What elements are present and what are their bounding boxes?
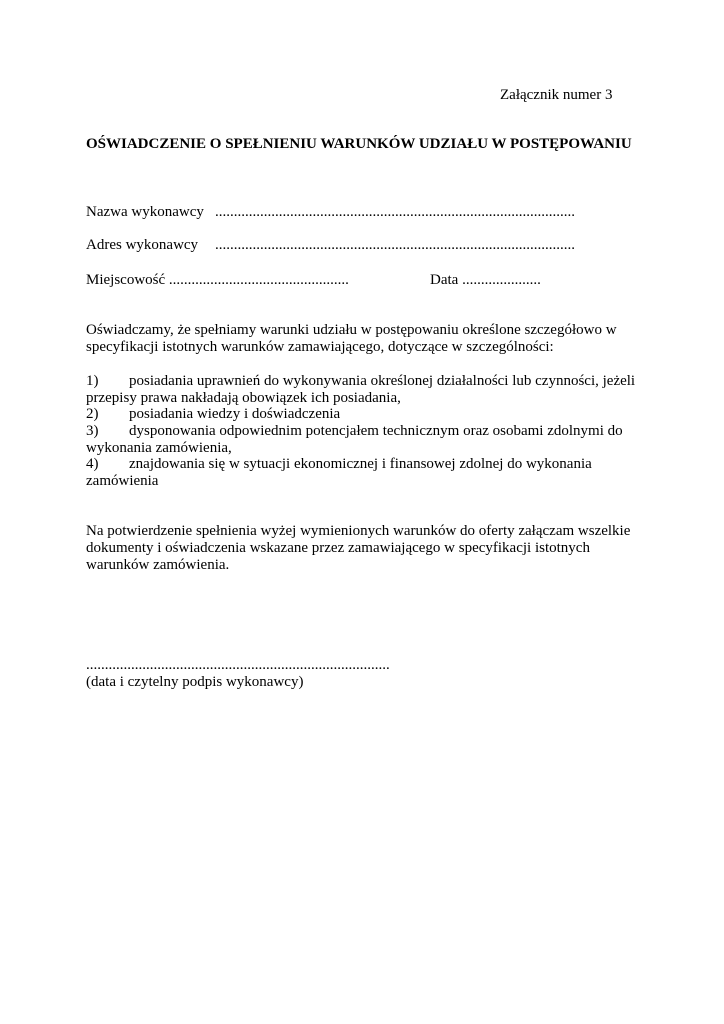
item-text-continued: wykonania zamówienia, (86, 440, 232, 456)
confirmation-line-1: Na potwierdzenie spełnienia wyżej wymienionych warunków do oferty załączam wszelkie (86, 523, 631, 539)
item-number: 1) (86, 373, 99, 389)
item-number: 4) (86, 456, 99, 472)
item-number: 3) (86, 423, 99, 439)
signature-line: ................................................................................. (86, 657, 390, 673)
place-field: Miejscowość ................................................ (86, 272, 349, 288)
item-text: posiadania wiedzy i doświadczenia (129, 406, 341, 422)
intro-line-2: specyfikacji istotnych warunków zamawiającego, dotyczące w szczególności: (86, 339, 554, 355)
date-field: Data ..................... (430, 272, 541, 288)
item-number: 2) (86, 406, 99, 422)
item-text: dysponowania odpowiednim potencjałem technicznym oraz osobami zdolnymi do (129, 423, 623, 439)
signature-caption: (data i czytelny podpis wykonawcy) (86, 674, 304, 690)
contractor-address-label: Adres wykonawcy (86, 237, 199, 253)
confirmation-line-2: dokumenty i oświadczenia wskazane przez zamawiającego w specyfikacji istotnych (86, 540, 590, 556)
confirmation-line-3: warunków zamówienia. (86, 557, 230, 573)
item-text-continued: przepisy prawa nakładają obowiązek ich posiadania, (86, 390, 401, 406)
intro-line-1: Oświadczamy, że spełniamy warunki udziału w postępowaniu określone szczegółowo w (86, 322, 617, 338)
item-text: posiadania uprawnień do wykonywania określonej działalności lub czynności, jeżeli (129, 373, 636, 389)
contractor-name-dots: ................................................................................................ (215, 204, 575, 220)
annex-label: Załącznik numer 3 (500, 87, 613, 103)
contractor-name-label: Nazwa wykonawcy (86, 204, 204, 220)
item-text-continued: zamówienia (86, 473, 159, 489)
document-title: OŚWIADCZENIE O SPEŁNIENIU WARUNKÓW UDZIAŁU W POSTĘPOWANIU (86, 136, 632, 152)
item-text: znajdowania się w sytuacji ekonomicznej i finansowej zdolnej do wykonania (129, 456, 592, 472)
contractor-address-dots: ................................................................................................ (215, 237, 575, 253)
